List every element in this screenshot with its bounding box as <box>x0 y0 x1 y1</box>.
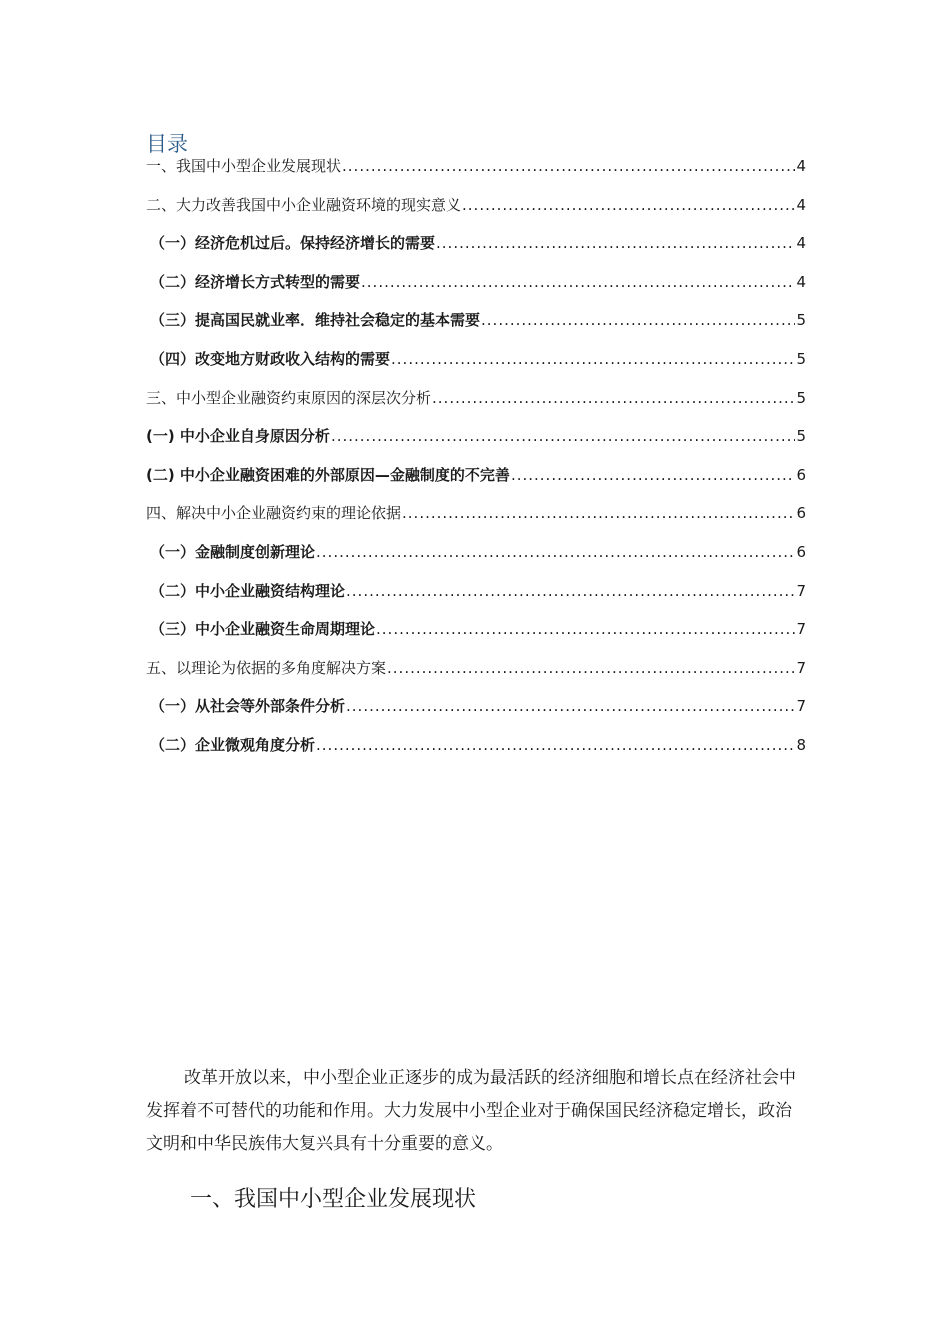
toc-entry-page: 5 <box>796 388 806 407</box>
toc-leader-dots <box>361 272 795 292</box>
section-heading: 一、我国中小型企业发展现状 <box>190 1187 477 1212</box>
toc-entry[interactable] <box>146 696 806 735</box>
toc-leader-dots <box>462 195 795 215</box>
toc-entry-label: 三、中小型企业融资约束原因的深层次分析 <box>146 388 432 407</box>
toc-entry-label: （一）经济危机过后。保持经济增长的需要 <box>150 234 436 253</box>
toc-entry-page: 7 <box>796 658 806 677</box>
toc-entry-label: 一、我国中小型企业发展现状 <box>146 157 342 175</box>
toc-entry[interactable] <box>146 310 806 349</box>
toc-entry[interactable] <box>146 426 806 465</box>
toc-entry-page: 5 <box>796 349 806 368</box>
toc-title: 目录 <box>146 132 188 156</box>
toc-leader-dots <box>346 581 795 601</box>
toc-leader-dots <box>481 310 795 330</box>
toc-leader-dots <box>432 388 795 408</box>
toc-entry[interactable] <box>146 156 806 195</box>
toc-entry-label: 二、大力改善我国中小企业融资环境的现实意义 <box>146 195 462 214</box>
toc-entry[interactable] <box>146 542 806 581</box>
toc-entry[interactable] <box>146 388 806 427</box>
toc-entry-label: 四、解决中小企业融资约束的理论依据 <box>146 504 402 523</box>
toc-entry-label: (二) 中小企业融资困难的外部原因—金融制度的不完善 <box>146 465 510 484</box>
toc-entry-page: 6 <box>796 504 806 523</box>
toc-entry-page: 7 <box>796 697 806 716</box>
toc-leader-dots <box>402 503 795 523</box>
toc-entry[interactable] <box>146 503 806 542</box>
toc-entry-label: 五、以理论为依据的多角度解决方案 <box>146 658 387 677</box>
toc-leader-dots <box>342 156 795 176</box>
toc-entry-page: 5 <box>796 427 806 446</box>
toc-entry[interactable] <box>146 581 806 620</box>
toc-leader-dots <box>331 426 796 446</box>
toc-leader-dots <box>316 542 795 562</box>
toc-entry[interactable] <box>146 233 806 272</box>
toc-entry-page: 7 <box>796 620 806 639</box>
toc-entry-label: （二）经济增长方式转型的需要 <box>150 272 361 291</box>
toc-entry-page: 6 <box>796 542 806 561</box>
toc-entry-label: （一）金融制度创新理论 <box>150 542 316 561</box>
intro-paragraph: 改革开放以来，中小型企业正逐步的成为最活跃的经济细胞和增长点在经济社会中发挥着不可替代的功能和作用。大力发展中小型企业对于确保国民经济稳定增长，政治文明和中华民族伟大复兴具有十分重要的意义。 <box>146 1068 796 1154</box>
toc-entry[interactable] <box>146 195 806 234</box>
toc-entry-page: 4 <box>796 195 806 214</box>
toc-leader-dots <box>346 696 795 716</box>
toc-entry[interactable] <box>146 465 806 504</box>
toc-leader-dots <box>391 349 795 369</box>
toc-entry[interactable] <box>146 735 806 774</box>
table-of-contents <box>146 156 806 774</box>
toc-entry-page: 4 <box>796 234 806 253</box>
toc-entry-label: （四）改变地方财政收入结构的需要 <box>150 349 391 368</box>
toc-entry-label: （一）从社会等外部条件分析 <box>150 697 346 716</box>
toc-leader-dots <box>376 619 795 639</box>
toc-entry[interactable] <box>146 658 806 697</box>
toc-entry-page: 6 <box>796 465 806 484</box>
toc-leader-dots <box>511 465 796 485</box>
toc-entry-page: 5 <box>796 311 806 330</box>
toc-entry-label: （二）中小企业融资结构理论 <box>150 581 346 600</box>
toc-leader-dots <box>387 658 795 678</box>
toc-entry-page: 4 <box>796 157 806 175</box>
toc-entry-page: 8 <box>796 735 806 754</box>
toc-entry-label: （三）中小企业融资生命周期理论 <box>150 620 376 639</box>
toc-entry[interactable] <box>146 349 806 388</box>
toc-entry-page: 7 <box>796 581 806 600</box>
toc-entry-label: (一) 中小企业自身原因分析 <box>146 427 330 446</box>
toc-entry-page: 4 <box>796 272 806 291</box>
toc-leader-dots <box>436 233 795 253</box>
toc-entry-label: （二）企业微观角度分析 <box>150 735 316 754</box>
toc-entry-label: （三）提高国民就业率．维持社会稳定的基本需要 <box>150 311 481 330</box>
toc-leader-dots <box>316 735 795 755</box>
toc-entry[interactable] <box>146 619 806 658</box>
toc-entry[interactable] <box>146 272 806 311</box>
